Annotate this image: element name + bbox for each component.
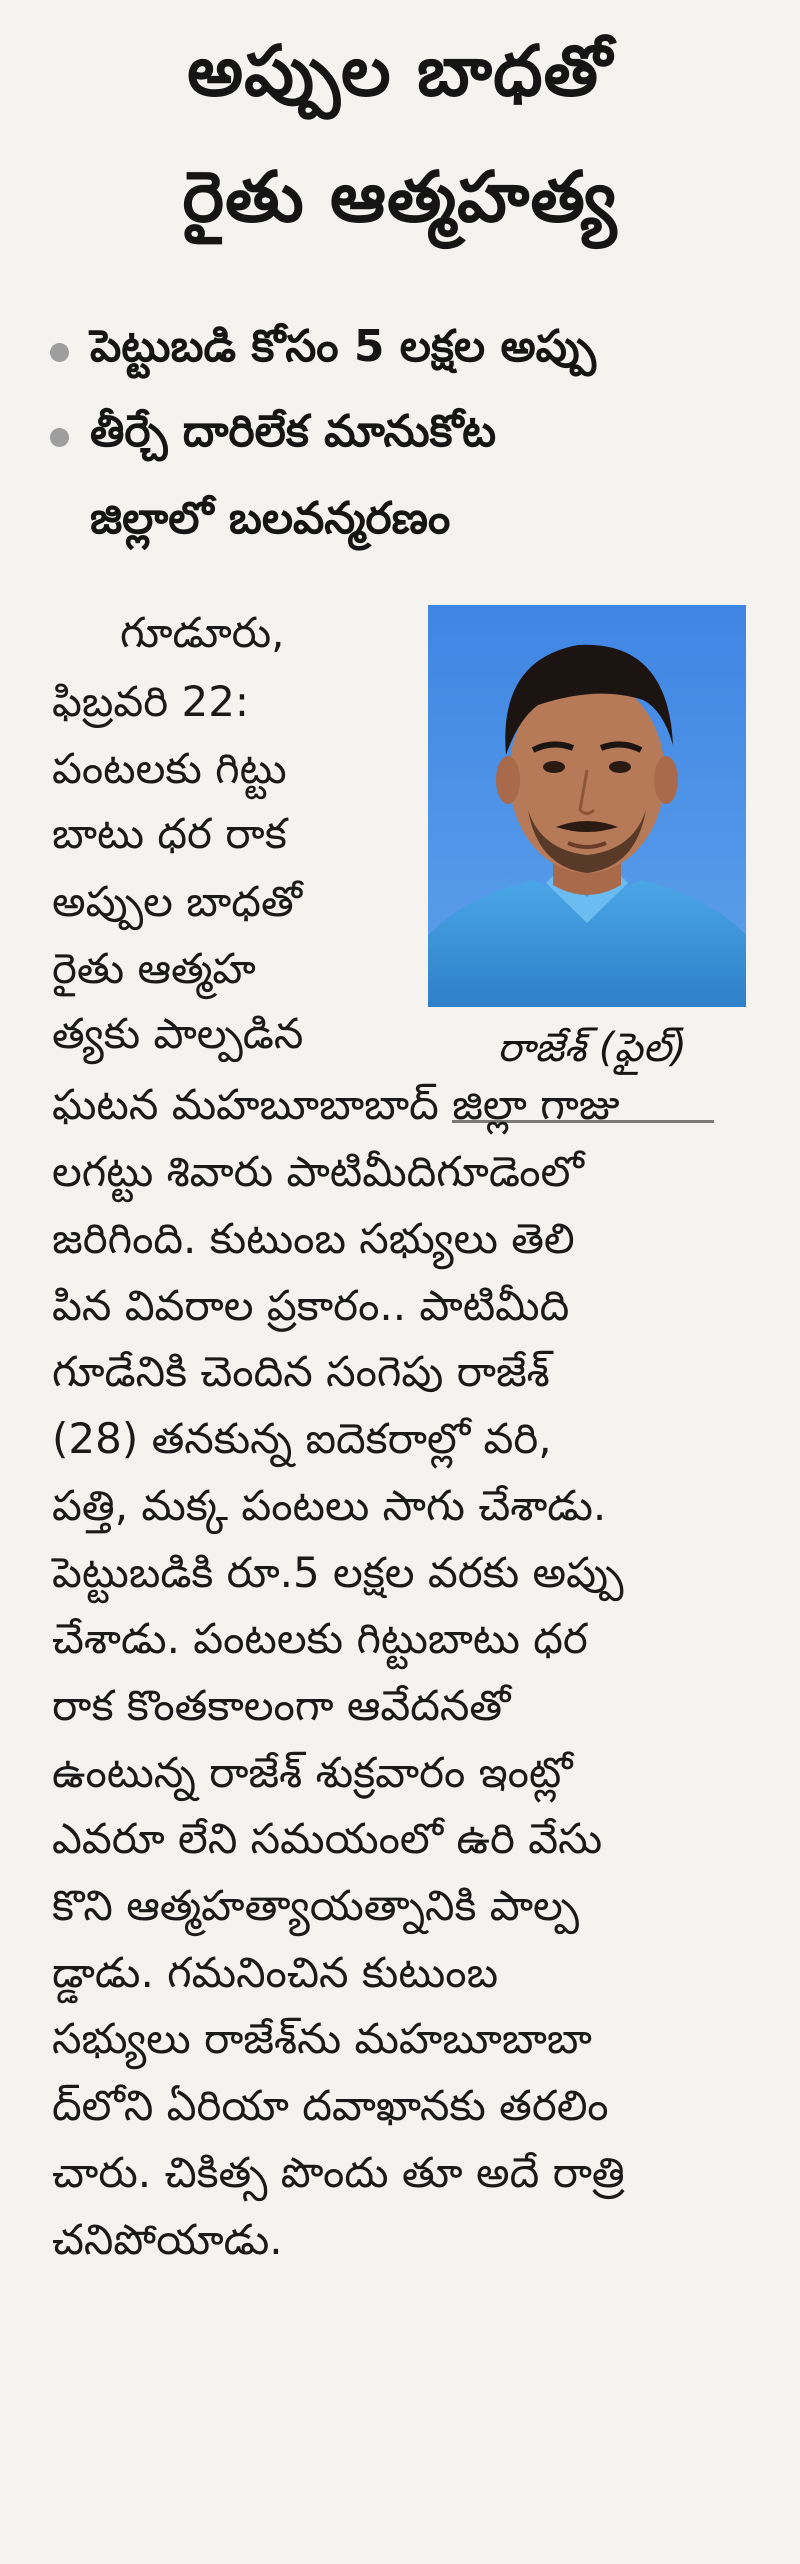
bullet-icon (50, 428, 69, 447)
portrait-image (428, 605, 746, 1007)
body-line: అప్పుల బాధతో (52, 877, 302, 926)
body-line: ఎవరూ లేని సమయంలో ఉరి వేసు (52, 1814, 603, 1863)
body-line: గూడూరు, (120, 608, 285, 657)
body-line: గూడేనికి చెందిన సంగెపు రాజేశ్ (52, 1347, 550, 1396)
body-line: డ్డాడు. గమనించిన కుటుంబ (52, 1948, 499, 1997)
body-line: పంటలకు గిట్టు (52, 744, 287, 793)
body-line: చేశాడు. పంటలకు గిట్టుబాటు ధర (52, 1614, 588, 1663)
body-line: సభ్యులు రాజేశ్‌ను మహబూబాబా (52, 2014, 592, 2063)
body-line: చనిపోయాడు. (52, 2215, 283, 2264)
photo-caption: రాజేశ్ (ఫైల్) (497, 1025, 687, 1071)
body-line: పెట్టుబడికి రూ.5 లక్షల వరకు అప్పు (52, 1548, 624, 1597)
body-line: ఫిబ్రవరి 22: (52, 677, 250, 726)
body-line: బాటు ధర రాక (52, 809, 287, 858)
subhead-1: పెట్టుబడి కోసం 5 లక్షల అప్పు (90, 321, 596, 372)
headline-line-1: అప్పుల బాధతో (187, 30, 613, 112)
body-line: కొని ఆత్మహత్యాయత్నానికి పాల్ప (52, 1881, 580, 1930)
body-line: లగట్టు శివారు పాటిమీదిగూడెంలో (52, 1147, 584, 1196)
subhead-2: తీర్చే దారిలేక మానుకోట (90, 406, 497, 457)
body-line: రైతు ఆత్మహ (52, 944, 256, 993)
body-line: చారు. చికిత్స పొందు తూ అదే రాత్రి (52, 2148, 625, 2197)
headline-line-2: రైతు ఆత్మహత్య (182, 156, 618, 238)
body-line: పిన వివరాల ప్రకారం.. పాటిమీది (52, 1281, 570, 1330)
body-line: పత్తి, మక్క పంటలు సాగు చేశాడు. (52, 1481, 607, 1530)
body-line: ద్‌లోని ఏరియా దవాఖానకు తరలిం (52, 2081, 609, 2130)
body-line: త్యకు పాల్పడిన (52, 1009, 304, 1058)
body-line: జరిగింది. కుటుంబ సభ్యులు తెలి (52, 1214, 575, 1263)
body-line: రాక కొంతకాలంగా ఆవేదనతో (52, 1681, 511, 1730)
subhead-3: జిల్లాలో బలవన్మరణం (90, 493, 451, 544)
body-line: ఉంటున్న రాజేశ్ శుక్రవారం ఇంట్లో (52, 1748, 573, 1797)
body-line: (28) తనకున్న ఐదెకరాల్లో వరి, (52, 1414, 552, 1463)
bullet-icon (50, 343, 69, 362)
portrait-photo (428, 605, 746, 1007)
body-line: ఘటన మహబూబాబాద్ జిల్లా గాజు (52, 1080, 620, 1129)
